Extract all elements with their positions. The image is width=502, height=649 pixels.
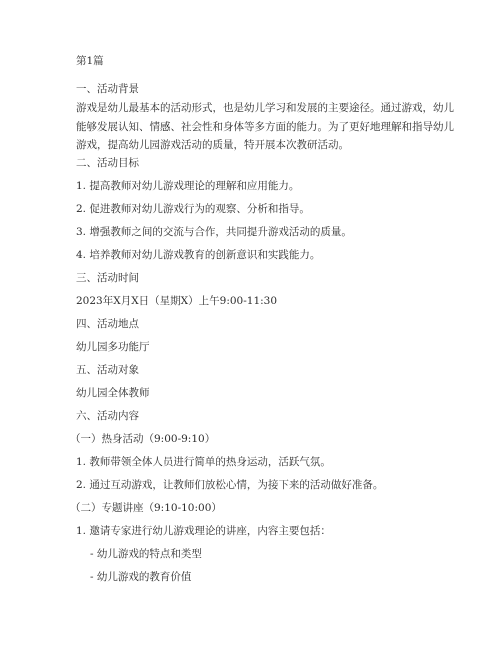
warmup-item-1: 1. 教师带领全体人员进行简单的热身运动，活跃气氛。 [76,456,331,468]
lecture-item-1: 1. 邀请专家进行幼儿游戏理论的讲座，内容主要包括： [76,525,331,537]
goal-item-3: 3. 增强教师之间的交流与合作，共同提升游戏活动的质量。 [76,226,352,238]
part-title: 第1篇 [76,55,104,67]
lecture-bullet-2: - 幼儿游戏的教育价值 [90,571,192,583]
lecture-bullet-1: - 幼儿游戏的特点和类型 [90,548,202,560]
background-paragraph [76,99,454,155]
activity-location: 幼儿园多功能厅 [76,341,150,353]
subsection-heading-warmup: （一）热身活动（9:00-9:10） [70,433,216,445]
goal-item-2: 2. 促进教师对幼儿游戏行为的观察、分析和指导。 [76,203,310,215]
subsection-heading-lecture: （二）专题讲座（9:10-10:00） [70,502,222,514]
section-heading-background: 一、活动背景 [76,83,139,95]
section-heading-content: 六、活动内容 [76,410,139,422]
goal-item-4: 4. 培养教师对幼儿游戏教育的创新意识和实践能力。 [76,249,321,261]
goal-item-1: 1. 提高教师对幼儿游戏理论的理解和应用能力。 [76,180,300,192]
activity-time: 2023年X月X日（星期X）上午9:00-11:30 [76,295,278,307]
background-line-3: 游戏，提高幼儿园游戏活动的质量，特开展本次教研活动。 [76,139,349,151]
warmup-item-2: 2. 通过互动游戏，让教师们放松心情，为接下来的活动做好准备。 [76,479,384,491]
activity-audience: 幼儿园全体教师 [76,387,150,399]
section-heading-audience: 五、活动对象 [76,364,139,376]
section-heading-location: 四、活动地点 [76,318,139,330]
background-line-2: 能够发展认知、情感、社会性和身体等多方面的能力。为了更好地理解和指导幼儿 [76,120,454,133]
section-heading-goals: 二、活动目标 [76,157,139,169]
background-line-1: 游戏是幼儿最基本的活动形式，也是幼儿学习和发展的主要途径。通过游戏，幼儿 [76,102,454,114]
section-heading-time: 三、活动时间 [76,272,139,284]
